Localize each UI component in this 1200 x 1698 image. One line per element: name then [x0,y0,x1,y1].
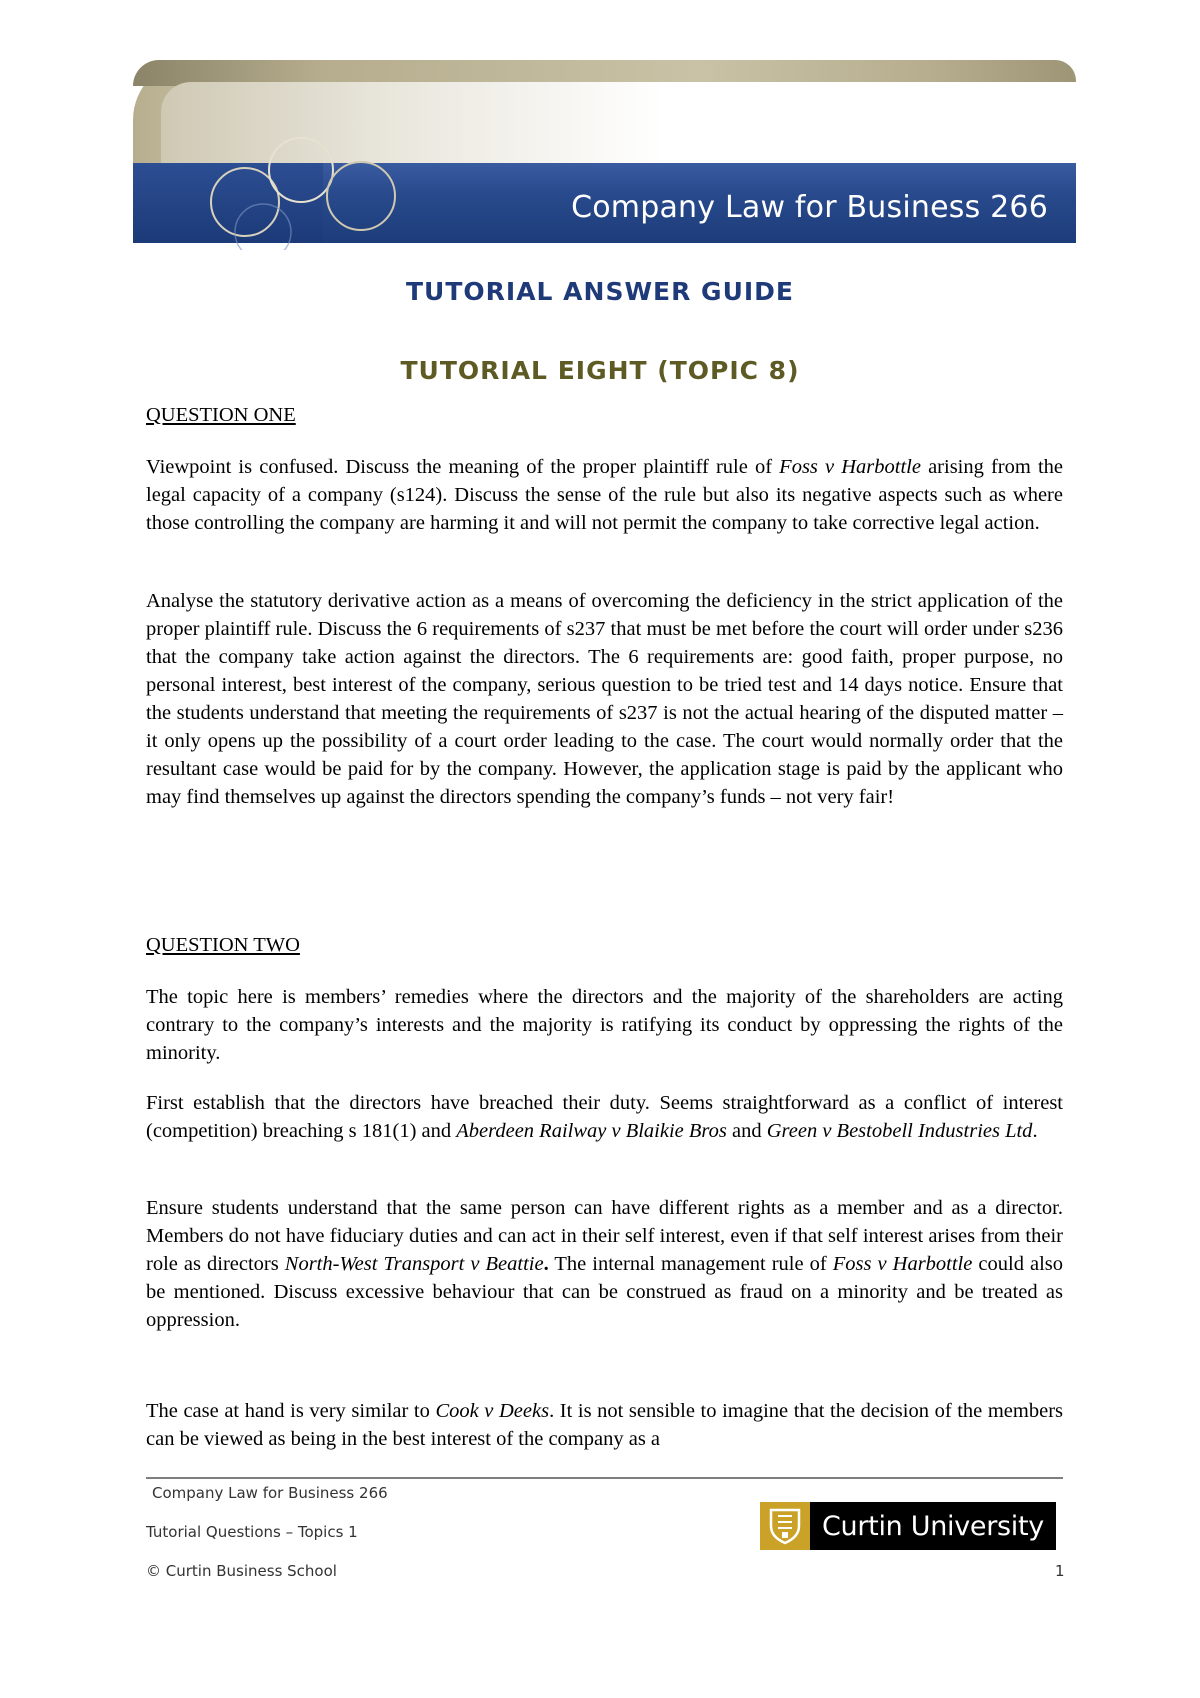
case-name: Foss v Harbottle [779,456,921,478]
question-two-paragraph-2 [146,1089,1063,1145]
case-name: Cook v Deeks [435,1400,550,1422]
course-title: Company Law for Business 266 [571,190,1048,225]
decorative-rings-icon [203,110,423,250]
curtin-logo-text: Curtin University [822,1510,1044,1542]
case-name: Green v Bestobell Industries Ltd [766,1120,1033,1142]
question-one-heading: QUESTION ONE [146,404,296,426]
text-segment: arising from the legal capacity of a company (s124). Discuss the sense of the rule but also its negative aspects such as where those controlling the company are harming it and will not permit the company to take corrective legal action. [146,456,1063,534]
page-number: 1 [1055,1562,1065,1580]
header-banner [133,60,1076,243]
case-name: North-West Transport v Beattie [284,1253,544,1275]
text-segment: The internal management rule of [548,1253,833,1275]
footer-course: Company Law for Business 266 [152,1484,388,1502]
footer-copyright: © Curtin Business School [146,1562,337,1580]
crest-icon [760,1502,810,1550]
text-segment: Ensure students understand that the same person can have different rights as a member and as a director. Members do not have fiduciary duties and can act in their self interest, even if that self interest arises from their role as directors [146,1197,1063,1275]
guide-title: TUTORIAL ANSWER GUIDE [405,277,795,306]
curtin-logo [760,1502,1056,1550]
question-one-paragraph-2: Analyse the statutory derivative action as a means of overcoming the deficiency in the strict application of the proper plaintiff rule. Discuss the 6 requirements of s237 that must be met before the court will order under s236 that the company take action against the directors. The 6 requirements are: good faith, proper purpose, no personal interest, best interest of the company, serious question to be tried test and 14 days notice. Ensure that the students understand that meeting the requirements of s237 is not the actual hearing of the disputed matter – it only opens up the possibility of a court order leading to the case. The court would normally order that the resultant case would be paid for by the company. However, the application stage is paid by the applicant who may find themselves up against the directors spending the company’s funds – not very fair! [146,590,1063,808]
text-segment: . It is not sensible to imagine that the decision of the members can be viewed as being in the best interest of the company as a [146,1400,1063,1450]
curtin-crest-icon [760,1502,810,1550]
text-segment: . [543,1253,549,1275]
text-segment: . [1032,1120,1038,1142]
question-two-heading: QUESTION TWO [146,934,300,956]
footer-tutorial: Tutorial Questions – Topics 1 [146,1523,358,1541]
text-segment: Viewpoint is confused. Discuss the meaning of the proper plaintiff rule of [146,456,780,478]
question-one-paragraph-1 [146,453,1063,537]
question-two-paragraph-4 [146,1397,1063,1453]
text-segment: The case at hand is very similar to [146,1400,436,1422]
text-segment: First establish that the directors have breached their duty. Seems straightforward as a conflict of interest (competition) breaching s 181(1) and [146,1092,1063,1142]
text-segment: could also be mentioned. Discuss excessive behaviour that can be construed as fraud on a minority and be treated as oppression. [146,1253,1063,1331]
tutorial-title: TUTORIAL EIGHT (TOPIC 8) [400,356,800,385]
question-two-paragraph-3 [146,1194,1063,1334]
text-segment: and [726,1120,767,1142]
case-name: Foss v Harbottle [832,1253,973,1275]
case-name: Aberdeen Railway v Blaikie Bros [456,1120,727,1142]
footer-divider [146,1477,1063,1479]
question-two-paragraph-1: The topic here is members’ remedies where the directors and the majority of the shareholders are acting contrary to the company’s interests and the majority is ratifying its conduct by oppressing the rights of the minority. [146,986,1063,1064]
